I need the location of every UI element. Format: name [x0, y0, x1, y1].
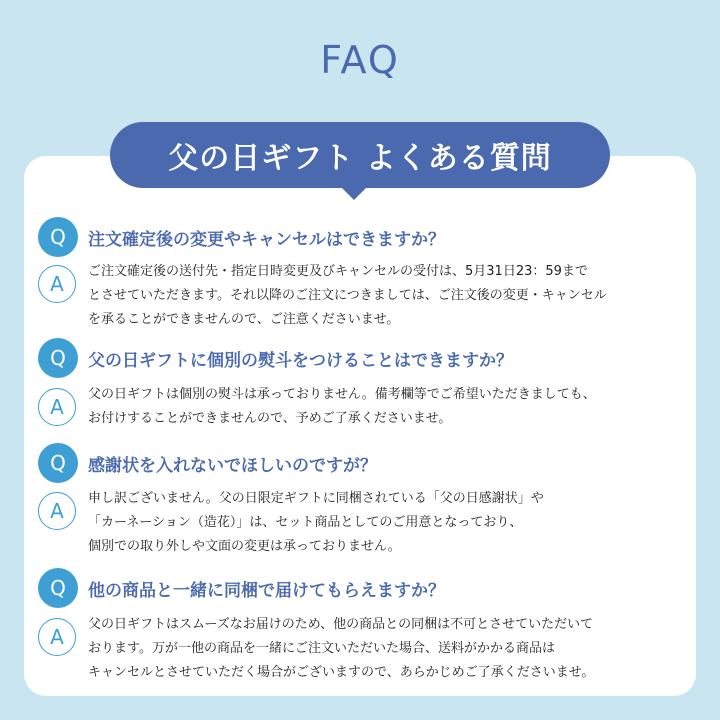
faq-heading: FAQ	[320, 38, 400, 82]
answer-text	[88, 487, 688, 559]
question-text: 注文確定後の変更やキャンセルはできますか？	[88, 230, 445, 250]
question-text: 他の商品と一緒に同梱で届けてもらえますか？	[88, 581, 445, 601]
q-badge: Q	[38, 217, 78, 257]
answer-text	[88, 613, 688, 685]
answer-text	[88, 383, 688, 431]
q-badge: Q	[38, 568, 78, 608]
question-text: 父の日ギフトに個別の熨斗をつけることはできますか？	[88, 351, 513, 371]
answer-line: 父の日ギフトはスムーズなお届けのため、他の商品との同梱は不可とさせていただいて	[88, 617, 594, 632]
answer-line: とさせていただきます。それ以降のご注文につきましては、ご注文後の変更・キャンセル	[88, 288, 607, 303]
answer-line: ご注文確定後の送付先・指定日時変更及びキャンセルの受付は、5月31日23：59まで	[88, 264, 588, 279]
answer-line: キャンセルとさせていただく場合がございますので、あらかじめご了承くださいませ。	[88, 665, 595, 680]
q-badge: Q	[38, 338, 78, 378]
a-badge: A	[38, 618, 76, 656]
answer-line: おります。万が一他の商品を一緒にご注文いただいた場合、送料がかかる商品は	[88, 641, 555, 656]
a-badge: A	[38, 492, 76, 530]
page-title: 父の日ギフト よくある質問	[110, 122, 610, 188]
a-badge: A	[38, 388, 76, 426]
a-badge: A	[38, 265, 76, 303]
answer-line: 「カーネーション（造花）」は、セット商品としてのご用意となっており、	[88, 515, 523, 530]
title-pointer	[340, 186, 368, 200]
question-text: 感謝状を入れないでほしいのですが？	[88, 456, 377, 476]
answer-line: 個別での取り外しや文面の変更は承っておりません。	[88, 539, 401, 554]
answer-line: を承ることができませんので、ご注意くださいませ。	[88, 312, 400, 327]
answer-line: 申し訳ございません。父の日限定ギフトに同梱されている「父の日感謝状」や	[88, 491, 544, 506]
answer-line: 父の日ギフトは個別の熨斗は承っておりません。備考欄等でご希望いただきましても、	[88, 387, 596, 402]
q-badge: Q	[38, 443, 78, 483]
answer-line: お付けすることができませんので、予めご了承くださいませ。	[88, 411, 452, 426]
answer-text	[88, 260, 688, 332]
